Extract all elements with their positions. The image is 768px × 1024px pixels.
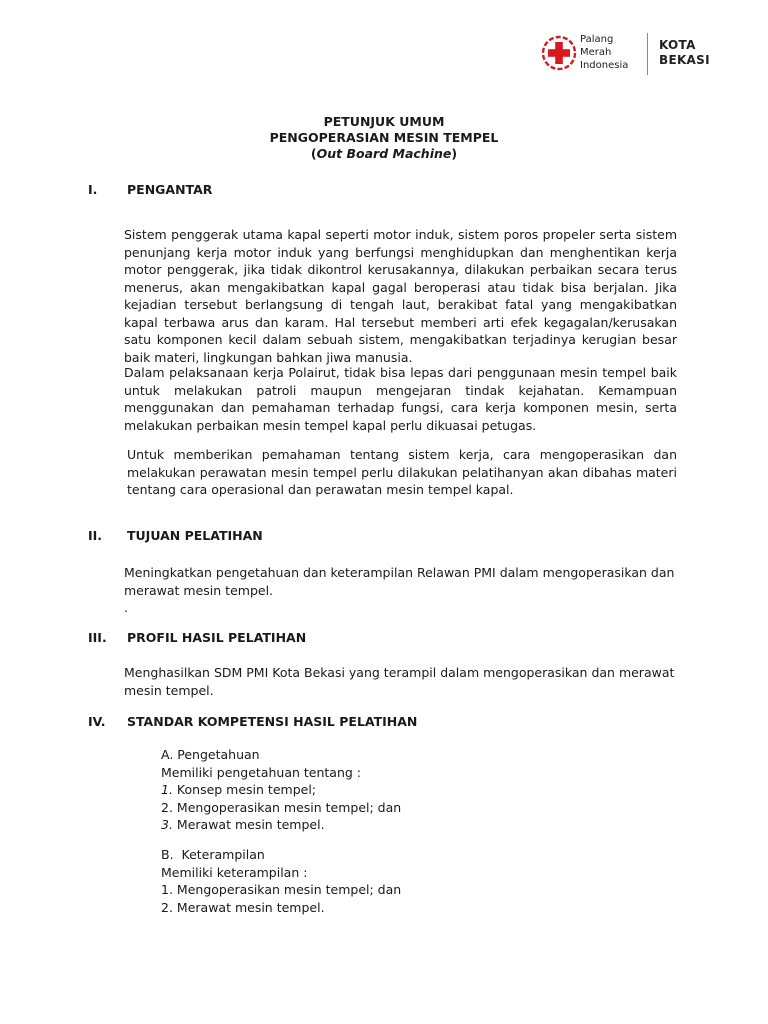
logo-divider — [647, 33, 648, 75]
document-subtitle — [0, 146, 768, 162]
subtitle-italic: Out Board Machine — [316, 146, 452, 161]
document-title-line2: PENGOPERASIAN MESIN TEMPEL — [269, 130, 499, 145]
list-item — [161, 899, 401, 917]
subtitle-paren-close: ) — [451, 146, 458, 161]
paragraph-line: Meningkatkan pengetahuan dan keterampilan Relawan PMI dalam mengoperasikan dan — [124, 565, 675, 580]
list-intro: Memiliki pengetahuan tentang : — [161, 764, 362, 780]
logo-org-name — [580, 33, 628, 72]
competency-knowledge — [161, 746, 401, 834]
section-number: III. — [88, 630, 107, 645]
list-item — [161, 881, 401, 899]
section-heading-standar: STANDAR KOMPETENSI HASIL PELATIHAN — [127, 714, 418, 729]
subtitle-paren-open: ( — [310, 146, 317, 161]
paragraph: Untuk memberikan pemahaman tentang sistem kerja, cara mengoperasikan dan melakukan perawatan mesin tempel perlu dilakukan pelatihanyan akan dibahas materi tentang cara operasional dan perawatan mesin tempel kapal. — [127, 447, 677, 497]
list-item-number: 2. — [161, 899, 173, 915]
list-item-text: Mengoperasikan mesin tempel; dan — [176, 799, 402, 815]
logo-org-line: Indonesia — [580, 60, 629, 71]
document-title-line1: PETUNJUK UMUM — [323, 114, 445, 129]
section-number: IV. — [88, 714, 106, 729]
paragraph — [124, 564, 677, 617]
list-item-text: Merawat mesin tempel. — [176, 817, 325, 832]
paragraph-line: Menghasilkan SDM PMI Kota Bekasi yang terampil dalam mengoperasikan dan merawat — [124, 665, 675, 680]
logo-org-line: Palang — [580, 34, 614, 45]
list-label: B. Keterampilan — [161, 847, 265, 862]
paragraph-line: . — [124, 600, 128, 615]
list-item-number: 1. — [161, 882, 173, 897]
list-item-text: Mengoperasikan mesin tempel; dan — [176, 882, 402, 897]
paragraph-line: merawat mesin tempel. — [124, 582, 274, 598]
red-cross-emblem-icon — [541, 35, 577, 71]
list-item — [161, 816, 401, 834]
logo-city-line: KOTA — [659, 38, 696, 52]
logo-city-name — [659, 38, 710, 68]
paragraph-line: mesin tempel. — [124, 682, 214, 698]
paragraph: Dalam pelaksanaan kerja Polairut, tidak bisa lepas dari penggunaan mesin tempel baik untuk melakukan patroli maupun mengejaran tindak kejahatan. Kemampuan menggunakan dan pemahaman terhadap fungsi, cara kerja komponen mesin, serta melakukan perbaikan mesin tempel kapal perlu dikuasai petugas. — [124, 365, 677, 433]
list-item-number: 2. — [161, 799, 173, 815]
competency-skill — [161, 846, 401, 916]
section-heading-profil: PROFIL HASIL PELATIHAN — [127, 630, 307, 645]
section-number: I. — [88, 182, 98, 197]
paragraph — [124, 664, 677, 699]
section-heading-pengantar: PENGANTAR — [127, 182, 213, 197]
list-item-text: Merawat mesin tempel. — [176, 899, 325, 915]
list-item — [161, 799, 401, 817]
section-heading-tujuan: TUJUAN PELATIHAN — [127, 528, 263, 543]
logo-org-line: Merah — [580, 47, 612, 58]
paragraph: Sistem penggerak utama kapal seperti motor induk, sistem poros propeler serta sistem penunjang kerja motor induk yang berfungsi menghidupkan dan menghentikan kerja motor penggerak, jika tidak dikontrol kerusakannya, dilakukan perbaikan secara terus menerus, akan mengakibatkan kapal gagal beroperasi atau tidak bisa berjalan. Jika kejadian tersebut berlangsung di tengah laut, berakibat fatal yang mengakibatkan kapal terbawa arus dan karam. Hal tersebut memberi arti efek kegagalan/kerusakan satu komponen kecil dalam sebuah sistem, mengakibatkan terjadinya kerugian besar baik materi, lingkungan bahkan jiwa manusia. — [124, 227, 677, 365]
list-label: A. Pengetahuan — [161, 747, 260, 762]
logo-city-line: BEKASI — [659, 53, 710, 67]
list-item-number: 1. — [161, 782, 173, 797]
list-intro: Memiliki keterampilan : — [161, 864, 308, 880]
pmi-logo — [541, 33, 721, 77]
list-item — [161, 781, 401, 799]
list-item-text: Konsep mesin tempel; — [176, 782, 317, 797]
section-number: II. — [88, 528, 103, 543]
list-item-number: 3. — [161, 817, 173, 832]
